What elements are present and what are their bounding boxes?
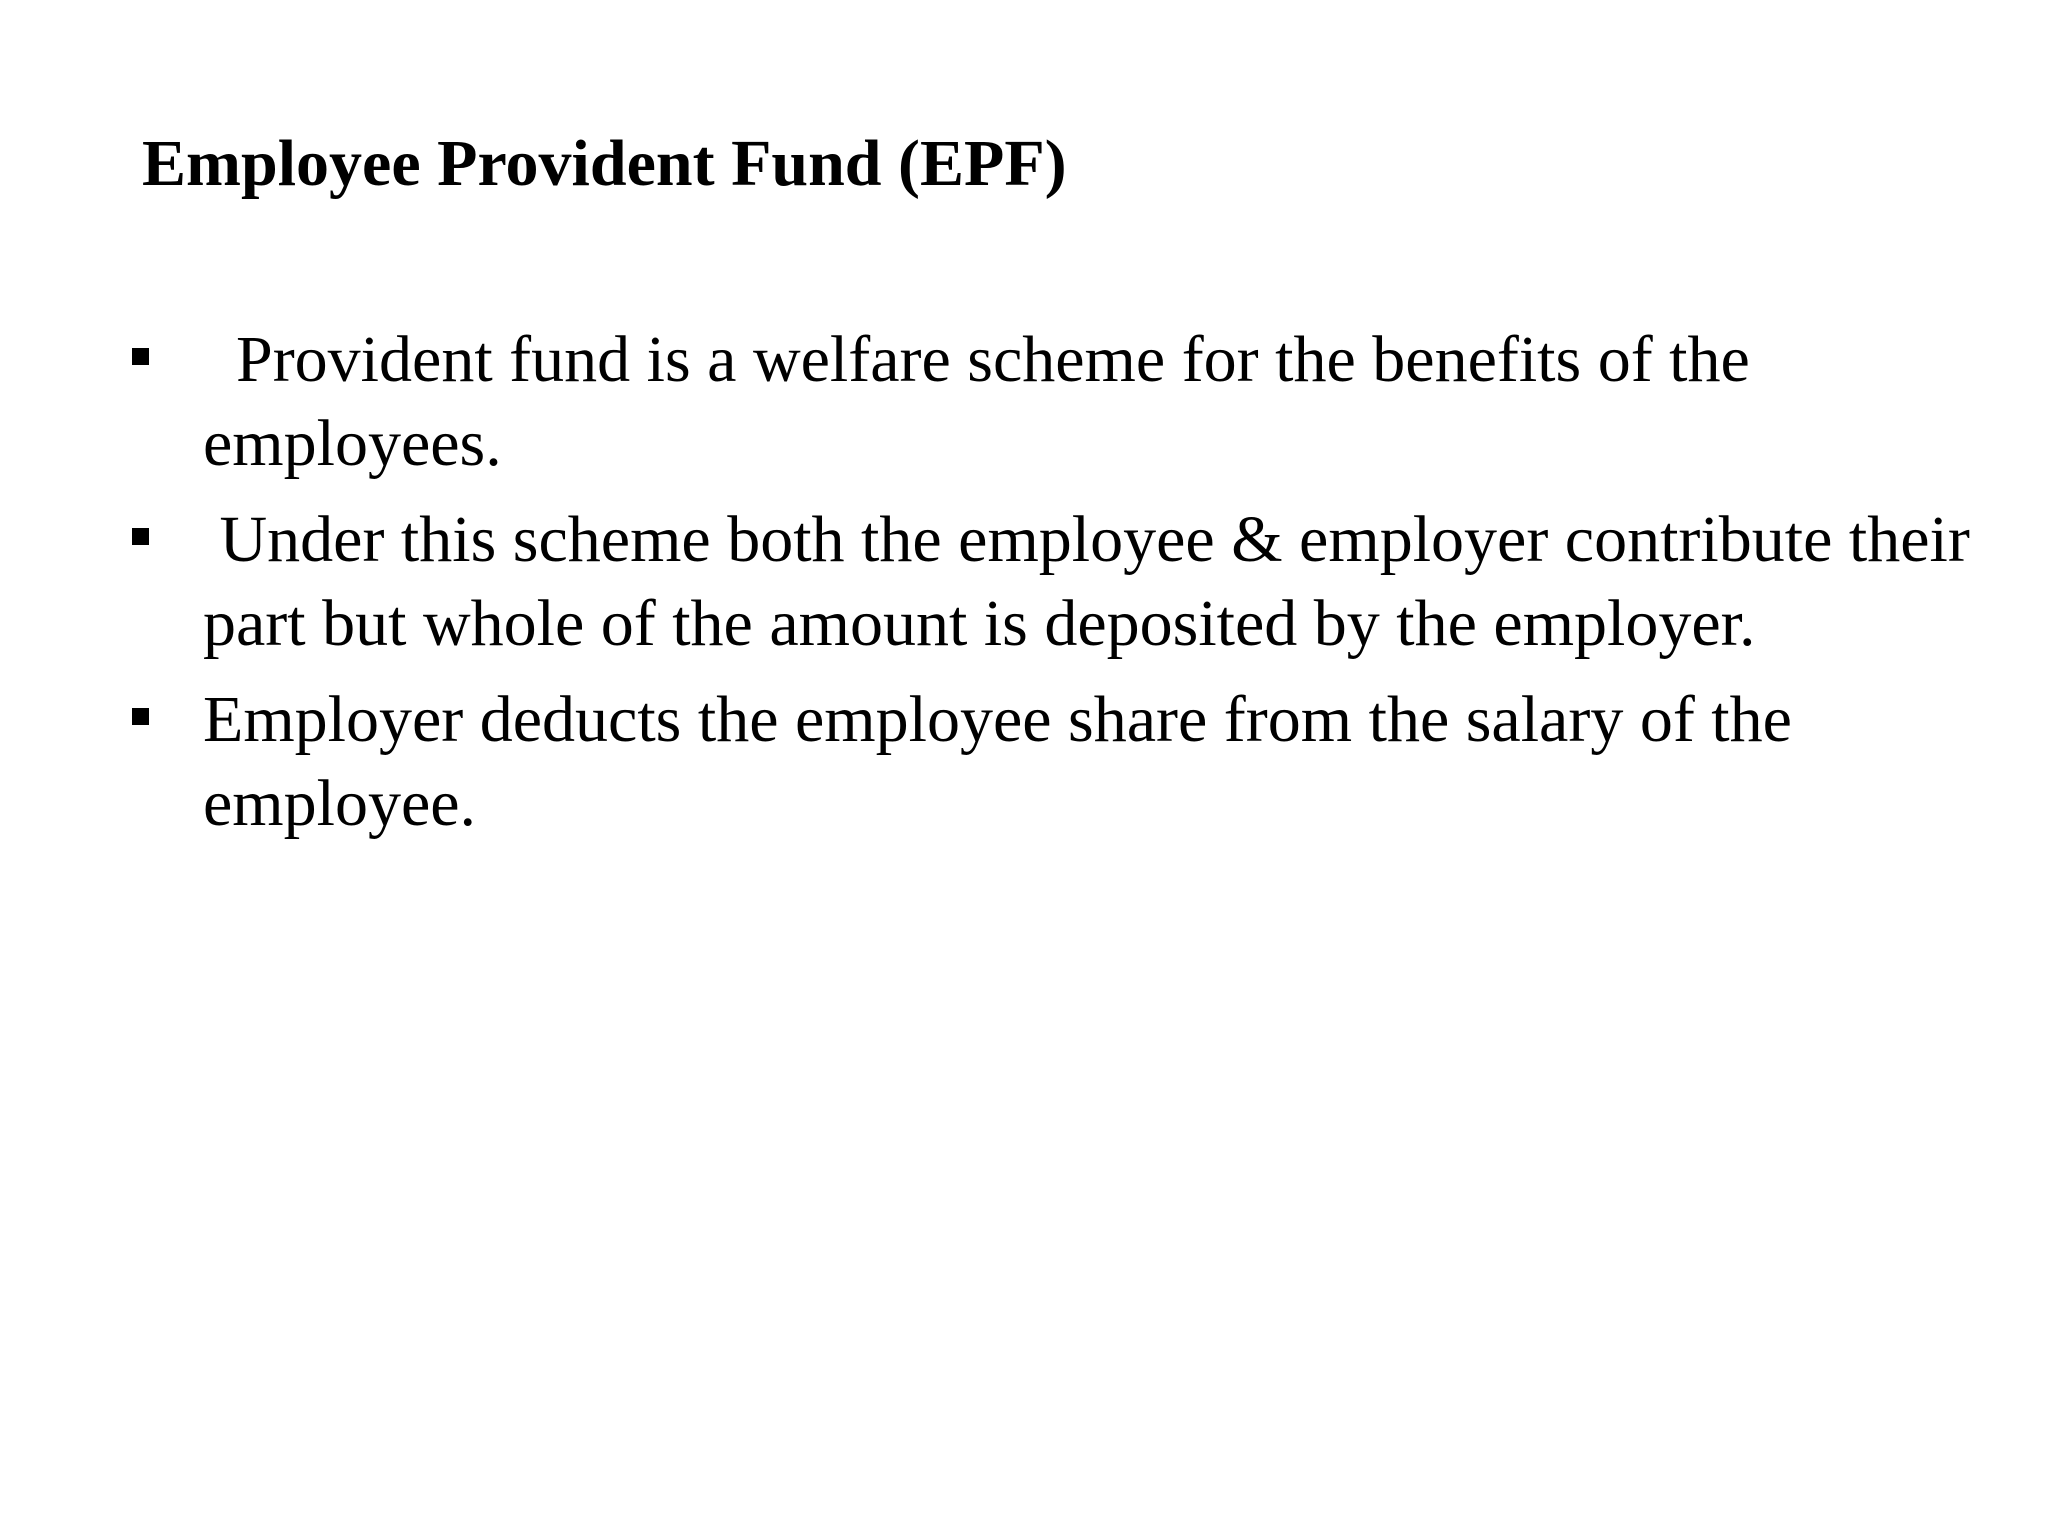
bullet-item <box>128 678 1988 846</box>
bullet-item <box>128 498 1988 666</box>
bullet-text: Employer deducts the employee share from the salary of the employee. <box>203 683 1809 840</box>
bullet-text: Under this scheme both the employee & employer contribute their part but whole of the amount is deposited by the employer. <box>203 503 1987 660</box>
slide-title: Employee Provident Fund (EPF) <box>142 127 1067 200</box>
square-bullet-icon <box>132 348 149 365</box>
square-bullet-icon <box>132 708 149 725</box>
bullet-list <box>128 318 1988 858</box>
bullet-item <box>128 318 1988 486</box>
bullet-text: Provident fund is a welfare scheme for the benefits of the employees. <box>203 323 1767 480</box>
square-bullet-icon <box>132 528 149 545</box>
